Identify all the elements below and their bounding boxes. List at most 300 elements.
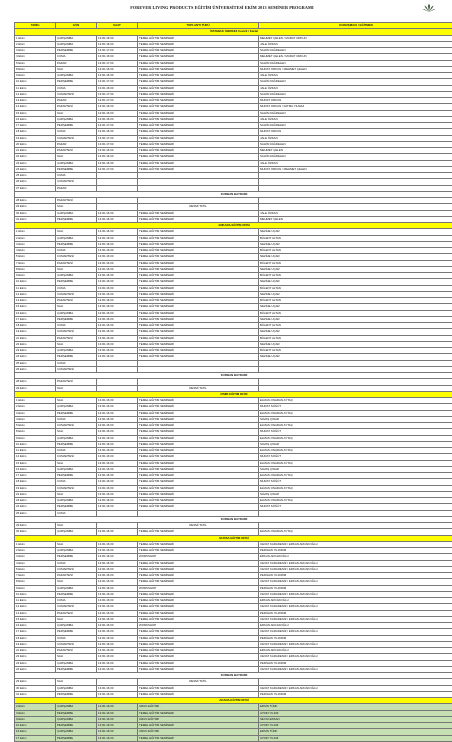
cell-speaker: BÜLENT ALTAN	[259, 348, 452, 354]
cell-type: TEMEL EĞİTİM SEMİNERİ	[138, 598, 259, 604]
cell-type: TEMEL EĞİTİM SEMİNERİ	[138, 98, 259, 104]
cell-time: 13:00-16:00	[97, 241, 138, 247]
cell-speaker: ELMAS ONARAN AYTAÇ	[259, 448, 452, 454]
cell-type: TEMEL EĞİTİM SEMİNERİ	[138, 435, 259, 441]
cell-day: PAZARTESİ	[56, 298, 97, 304]
cell-day: ÇARŞAMBA	[56, 210, 97, 216]
cell-type: TEMEL EĞİTİM SEMİNERİ	[138, 60, 259, 66]
cell-type: TEMEL EĞİTİM SEMİNERİ	[138, 710, 259, 716]
cell-date: 17 Ekim	[15, 473, 56, 479]
cell-time: 13:00-16:00	[97, 541, 138, 547]
cell-date: 8 Ekim	[15, 66, 56, 72]
cell-day: PERŞEMBE	[56, 79, 97, 85]
cell-time: 13:00-16:00	[97, 85, 138, 91]
cell-date: 4 Ekim	[15, 54, 56, 60]
cell-day: SALI	[56, 229, 97, 235]
cell-day: ÇARŞAMBA	[56, 729, 97, 735]
cell-speaker: PERİHAN YILDIRIM	[259, 660, 452, 666]
cell-day: SALI	[56, 66, 97, 72]
cell-time: 13:00-16:00	[97, 491, 138, 497]
cell-speaker: SAHİN DAĞDELEN	[259, 91, 452, 97]
cell-type: TEMEL EĞİTİM SEMİNERİ	[138, 735, 259, 741]
cell-speaker: MEHMET ÇELEN	[259, 148, 452, 154]
cell-speaker: BÜLENT ALTAN	[259, 298, 452, 304]
table-row	[15, 735, 452, 741]
cell-type: TEMEL EĞİTİM SEMİNERİ	[138, 316, 259, 322]
cell-date: 16 Ekim	[15, 116, 56, 122]
cell-type: TEMEL EĞİTİM SEMİNERİ	[138, 235, 259, 241]
cell-type: TEMEL EĞİTİM SEMİNERİ	[138, 429, 259, 435]
cell-time: 13:00-16:00	[97, 160, 138, 166]
cell-type: TEMEL EĞİTİM SEMİNERİ	[138, 398, 259, 404]
cell-day: PAZARTESİ	[56, 148, 97, 154]
cell-type: TEMEL EĞİTİM SEMİNERİ	[138, 329, 259, 335]
cell-date: 1 Ekim	[15, 541, 56, 547]
cell-speaker: CEVAT KARADENİZ / ERKAN ARCAKOĞLU	[259, 541, 452, 547]
cell-day: ÇARŞAMBA	[56, 548, 97, 554]
cell-time: 13:00-16:00	[97, 573, 138, 579]
cell-type: TEMEL EĞİTİM SEMİNERİ	[138, 229, 259, 235]
cell-date: 11 Ekim	[15, 85, 56, 91]
cell-time: 13:00-16:00	[97, 279, 138, 285]
cell-speaker: ERKAN ARCAKOĞLU	[259, 648, 452, 654]
cell-day: PAZARTESİ	[56, 379, 97, 385]
cell-speaker: CEVAT KARADENİZ / ERKAN ARCAKOĞLU	[259, 560, 452, 566]
cell-speaker: ERKAN ARCAKOĞLU	[259, 554, 452, 560]
cell-type: TEMEL EĞİTİM SEMİNERİ	[138, 154, 259, 160]
cell-date: 25 Ekim	[15, 173, 56, 179]
cell-date: 16 Ekim	[15, 623, 56, 629]
cell-date: 22 Ekim	[15, 341, 56, 347]
cell-day: SALI	[56, 110, 97, 116]
section-title: ADANA EĞİTİM OFİSİ	[15, 698, 452, 704]
cell-type: TEMEL EĞİTİM SEMİNERİ	[138, 291, 259, 297]
cell-date: 18 Ekim	[15, 323, 56, 329]
cell-date: 10 Ekim	[15, 79, 56, 85]
cell-type: TEMEL EĞİTİM SEMİNERİ	[138, 241, 259, 247]
cell-speaker: MEHMET ÇELEN	[259, 216, 452, 222]
cell-type: TEMEL EĞİTİM SEMİNERİ	[138, 248, 259, 254]
cell-day: CUMA	[56, 448, 97, 454]
cell-time: 13:00-16:00	[97, 591, 138, 597]
cell-type: TEMEL EĞİTİM SEMİNERİ	[138, 660, 259, 666]
cell-date: 4 Ekim	[15, 560, 56, 566]
cell-type: TEMEL EĞİTİM SEMİNERİ	[138, 348, 259, 354]
cell-day: CUMA	[56, 54, 97, 60]
cell-date: 29 Ekim	[15, 385, 56, 391]
cell-date: 22 Ekim	[15, 491, 56, 497]
cell-type: TEMEL EĞİTİM SEMİNERİ	[138, 341, 259, 347]
cell-date: 19 Ekim	[15, 641, 56, 647]
cell-day: PAZAR	[56, 60, 97, 66]
cell-time: 13:00-16:00	[97, 585, 138, 591]
cell-date: 15 Ekim	[15, 616, 56, 622]
cell-day: ÇARŞAMBA	[56, 160, 97, 166]
cell-type: TEMEL EĞİTİM SEMİNERİ	[138, 448, 259, 454]
cell-date: 24 Ekim	[15, 354, 56, 360]
cell-time: 13:00-16:00	[97, 216, 138, 222]
cell-time: 13:00-16:00	[97, 635, 138, 641]
cell-speaker: NEZİHE UÇAR	[259, 341, 452, 347]
cell-date: 26 Ekim	[15, 179, 56, 185]
cell-time: 13:00-16:00	[97, 485, 138, 491]
cell-type: TEMEL EĞİTİM SEMİNERİ	[138, 573, 259, 579]
cell-day: ÇARŞAMBA	[56, 466, 97, 472]
cell-time: 13:00-16:00	[97, 498, 138, 504]
cell-time: 13:00-16:00	[97, 479, 138, 485]
cell-speaker: AYDIN YILDIZ	[259, 723, 452, 729]
cell-time: 13:00-16:00	[97, 560, 138, 566]
cell-time: 13:00-16:00	[97, 266, 138, 272]
cell-day: CUMARTESİ	[56, 291, 97, 297]
cell-date: 18 Ekim	[15, 129, 56, 135]
cell-day: CUMA	[56, 285, 97, 291]
cell-type: TEMEL EĞİTİM SEMİNERİ	[138, 441, 259, 447]
cell-date: 7 Ekim	[15, 573, 56, 579]
cell-speaker: ELMAS ONARAN AYTAÇ	[259, 460, 452, 466]
cell-speaker: ELMAS ONARAN AYTAÇ	[259, 423, 452, 429]
cell-speaker: MURAT ORKUN / FATMA YILMAZ	[259, 104, 452, 110]
cell-speaker: ELMAS ONARAN AYTAÇ	[259, 529, 452, 535]
cell-speaker: BÜLENT ALTAN	[259, 260, 452, 266]
cell-type: URUN EĞİTİMİ	[138, 704, 259, 710]
cell-date: 3 Ekim	[15, 554, 56, 560]
cell-type: TEMEL EĞİTİM SEMİNERİ	[138, 141, 259, 147]
cell-day: CUMARTESİ	[56, 604, 97, 610]
cell-day: PAZAR	[56, 185, 97, 191]
cell-type: TEMEL EĞİTİM SEMİNERİ	[138, 254, 259, 260]
cell-day: SALI	[56, 616, 97, 622]
cell-date: 21 Ekim	[15, 648, 56, 654]
cell-time: 13:00-16:00	[97, 566, 138, 572]
cell-day: CUMA	[56, 323, 97, 329]
cell-date: 1 Ekim	[15, 35, 56, 41]
cell-day: CUMARTESİ	[56, 254, 97, 260]
cell-day: ÇARŞAMBA	[56, 435, 97, 441]
section-title: ANKARA EĞİTİM OFİSİ	[15, 223, 452, 229]
cell-time: 13:00-16:00	[97, 229, 138, 235]
cell-time: 13:00-16:00	[97, 460, 138, 466]
cell-date: 19 Ekim	[15, 329, 56, 335]
cell-speaker: NEZİHE UÇAR	[259, 354, 452, 360]
cell-day: ÇARŞAMBA	[56, 310, 97, 316]
cell-time: 13:00-16:00	[97, 504, 138, 510]
cell-date: 26 Ekim	[15, 366, 56, 372]
cell-date: 17 Ekim	[15, 735, 56, 741]
cell-speaker: CEVAT KARADENİZ / ERKAN ARCAKOĞLU	[259, 604, 452, 610]
cell-time: 13:00-16:00	[97, 473, 138, 479]
cell-date: 23 Ekim	[15, 498, 56, 504]
cell-speaker: JALE ÖZKAN	[259, 41, 452, 47]
cell-speaker: ERKAN ARCAKOĞLU	[259, 623, 452, 629]
holiday-label: KURBAN BAYRAMI	[15, 673, 452, 679]
cell-speaker: SAHİN DAĞDELEN	[259, 154, 452, 160]
cell-type: WORKSHOP	[138, 554, 259, 560]
cell-time: 13:00-16:00	[97, 648, 138, 654]
col-header-day: GÜN	[56, 23, 97, 29]
cell-time: 13:00-16:00	[97, 729, 138, 735]
cell-time: 13:00-16:00	[97, 598, 138, 604]
cell-date: 5 Ekim	[15, 423, 56, 429]
cell-day: ÇARŞAMBA	[56, 73, 97, 79]
cell-speaker: SAHİN DAĞDELEN	[259, 123, 452, 129]
cell-type: TEMEL EĞİTİM SEMİNERİ	[138, 416, 259, 422]
cell-type: RESMİ TATİL	[138, 523, 259, 529]
col-header-type: TOPLANTI TÜRÜ	[138, 23, 259, 29]
cell-time: 13:00-16:00	[97, 35, 138, 41]
cell-date: 23 Ekim	[15, 348, 56, 354]
schedule-body	[15, 23, 452, 742]
cell-type: TEMEL EĞİTİM SEMİNERİ	[138, 260, 259, 266]
cell-time: 13:00-16:00	[97, 260, 138, 266]
cell-speaker: SAVAŞ ÇINAR	[259, 491, 452, 497]
cell-date: 28 Ekim	[15, 198, 56, 204]
cell-time: 13:00-16:00	[97, 654, 138, 660]
cell-time: 13:00-16:00	[97, 254, 138, 260]
cell-speaker: BÜLENT ALTAN	[259, 248, 452, 254]
cell-day: ÇARŞAMBA	[56, 498, 97, 504]
cell-speaker: JALE ÖZKAN	[259, 210, 452, 216]
cell-day: CUMARTESİ	[56, 641, 97, 647]
cell-time: 13:00-17:00	[97, 79, 138, 85]
cell-speaker: ELMAS ONARAN AYTAÇ	[259, 485, 452, 491]
cell-time: 13:00-16:00	[97, 73, 138, 79]
cell-date: 2 Ekim	[15, 235, 56, 241]
cell-speaker: MURAT ORKUN	[259, 98, 452, 104]
cell-type: TEMEL EĞİTİM SEMİNERİ	[138, 48, 259, 54]
cell-day: CUMARTESİ	[56, 329, 97, 335]
cell-date: 15 Ekim	[15, 460, 56, 466]
holiday-label: KURBAN BAYRAMI	[15, 516, 452, 522]
cell-type: TEMEL EĞİTİM SEMİNERİ	[138, 479, 259, 485]
cell-date: 19 Ekim	[15, 135, 56, 141]
cell-day: CUMARTESİ	[56, 566, 97, 572]
cell-day: CUMARTESİ	[56, 423, 97, 429]
cell-time: 13:00-16:00	[97, 529, 138, 535]
cell-type: TEMEL EĞİTİM SEMİNERİ	[138, 504, 259, 510]
cell-type: TEMEL EĞİTİM SEMİNERİ	[138, 304, 259, 310]
cell-type: TEMEL EĞİTİM SEMİNERİ	[138, 273, 259, 279]
cell-day: CUMARTESİ	[56, 485, 97, 491]
cell-speaker: NEZİHE UÇAR	[259, 229, 452, 235]
cell-type: TEMEL EĞİTİM SEMİNERİ	[138, 285, 259, 291]
cell-time: 13:00-17:00	[97, 166, 138, 172]
cell-time: 13:00-16:00	[97, 623, 138, 629]
cell-day: SALI	[56, 398, 97, 404]
cell-day: SALI	[56, 541, 97, 547]
cell-day: PAZARTESİ	[56, 260, 97, 266]
cell-day: PERŞEMBE	[56, 473, 97, 479]
cell-date: 21 Ekim	[15, 335, 56, 341]
cell-speaker: NEZİHE UÇAR	[259, 266, 452, 272]
cell-speaker: MEHMET ÇELEN / MURAT ORKUN	[259, 54, 452, 60]
cell-time: 13:00-16:00	[97, 66, 138, 72]
cell-time: 13:00-16:00	[97, 416, 138, 422]
cell-speaker: PERİHAN YILDIRIM	[259, 610, 452, 616]
cell-date: 29 Ekim	[15, 523, 56, 529]
cell-time: 13:00-16:00	[97, 716, 138, 722]
cell-time: 13:00-16:00	[97, 423, 138, 429]
cell-date: 29 Ekim	[15, 204, 56, 210]
cell-type: TEMEL EĞİTİM SEMİNERİ	[138, 473, 259, 479]
cell-time: 13:00-16:00	[97, 310, 138, 316]
section-title: BURSA EĞİTİM OFİSİ	[15, 535, 452, 541]
cell-date: 4 Ekim	[15, 416, 56, 422]
col-header-date: TARİH	[15, 23, 56, 29]
cell-type: TEMEL EĞİTİM SEMİNERİ	[138, 466, 259, 472]
cell-date: 17 Ekim	[15, 123, 56, 129]
cell-time: 13:00-16:00	[97, 616, 138, 622]
cell-type: TEMEL EĞİTİM SEMİNERİ	[138, 654, 259, 660]
cell-time: 13:00-16:00	[97, 660, 138, 666]
cell-type: TEMEL EĞİTİM SEMİNERİ	[138, 591, 259, 597]
cell-day: CUMA	[56, 85, 97, 91]
cell-date: 8 Ekim	[15, 429, 56, 435]
cell-day: CUMARTESİ	[56, 91, 97, 97]
cell-date: 17 Ekim	[15, 629, 56, 635]
cell-type: TEMEL EĞİTİM SEMİNERİ	[138, 423, 259, 429]
cell-type: WORKSHOP	[138, 623, 259, 629]
cell-type: TEMEL EĞİTİM SEMİNERİ	[138, 323, 259, 329]
cell-time: 13:00-16:00	[97, 248, 138, 254]
cell-day: PERŞEMBE	[56, 629, 97, 635]
cell-type: TEMEL EĞİTİM SEMİNERİ	[138, 548, 259, 554]
cell-date: 9 Ekim	[15, 585, 56, 591]
cell-type: TEMEL EĞİTİM SEMİNERİ	[138, 148, 259, 154]
cell-speaker: MURAT ORKUN / MEHMET ÇELEN	[259, 166, 452, 172]
cell-type: TEMEL EĞİTİM SEMİNERİ	[138, 485, 259, 491]
cell-time: 13:00-16:00	[97, 304, 138, 310]
cell-speaker: PERİHAN YILDIRIM	[259, 585, 452, 591]
cell-speaker: NEZİHE UÇAR	[259, 329, 452, 335]
cell-speaker: SAHİN DAĞDELEN	[259, 48, 452, 54]
cell-speaker: SAHİN DAĞDELEN	[259, 110, 452, 116]
cell-speaker: MURAT SÖĞÜT	[259, 479, 452, 485]
cell-day: ÇARŞAMBA	[56, 585, 97, 591]
cell-day: CUMARTESİ	[56, 366, 97, 372]
cell-time: 13:00-16:00	[97, 448, 138, 454]
cell-date: 11 Ekim	[15, 598, 56, 604]
cell-type: TEMEL EĞİTİM SEMİNERİ	[138, 104, 259, 110]
cell-date: 22 Ekim	[15, 654, 56, 660]
cell-day: CUMA	[56, 129, 97, 135]
cell-time: 13:00-17:00	[97, 60, 138, 66]
cell-day: SALI	[56, 304, 97, 310]
cell-time: 13:00-16:00	[97, 116, 138, 122]
cell-day: PAZARTESİ	[56, 104, 97, 110]
cell-speaker: BÜLENT ALTAN	[259, 310, 452, 316]
cell-day: ÇARŞAMBA	[56, 273, 97, 279]
cell-date: 12 Ekim	[15, 604, 56, 610]
cell-time: 13:00-16:00	[97, 466, 138, 472]
cell-speaker: MEHMET ÇELEN / MURAT ORKUN	[259, 35, 452, 41]
cell-speaker: NEZİHE UÇAR	[259, 241, 452, 247]
cell-type: TEMEL EĞİTİM SEMİNERİ	[138, 566, 259, 572]
cell-date: 23 Ekim	[15, 660, 56, 666]
cell-date: 3 Ekim	[15, 410, 56, 416]
cell-time: 13:00-16:00	[97, 548, 138, 554]
cell-day: ÇARŞAMBA	[56, 660, 97, 666]
cell-day: PERŞEMBE	[56, 48, 97, 54]
cell-speaker: CEVAT KARADENİZ / ERKAN ARCAKOĞLU	[259, 579, 452, 585]
cell-date: 20 Ekim	[15, 141, 56, 147]
cell-time: 13:00-16:00	[97, 441, 138, 447]
cell-speaker: PERİHAN YILDIRIM	[259, 691, 452, 697]
cell-type: RESMİ TATİL	[138, 679, 259, 685]
cell-speaker: ELMAS ONARAN AYTAÇ	[259, 435, 452, 441]
cell-type: TEMEL EĞİTİM SEMİNERİ	[138, 610, 259, 616]
cell-date: 3 Ekim	[15, 710, 56, 716]
cell-day: PERŞEMBE	[56, 279, 97, 285]
cell-time: 13:00-16:00	[97, 54, 138, 60]
cell-day: SALI	[56, 654, 97, 660]
cell-day: CUMARTESİ	[56, 454, 97, 460]
cell-day: PERŞEMBE	[56, 166, 97, 172]
cell-day: CUMA	[56, 248, 97, 254]
cell-time: 13:00-16:00	[97, 735, 138, 741]
cell-type: TEMEL EĞİTİM SEMİNERİ	[138, 454, 259, 460]
cell-time: 13:00-16:00	[97, 298, 138, 304]
cell-day: SALI	[56, 266, 97, 272]
cell-type: TEMEL EĞİTİM SEMİNERİ	[138, 210, 259, 216]
cell-speaker: CEVAT KARADENİZ / ERKAN ARCAKOĞLU	[259, 685, 452, 691]
cell-day: ÇARŞAMBA	[56, 35, 97, 41]
cell-time: 13:00-16:00	[97, 610, 138, 616]
cell-day: CUMARTESİ	[56, 135, 97, 141]
cell-speaker: NEZİHE UÇAR	[259, 291, 452, 297]
cell-speaker: SAHİN DAĞDELEN	[259, 141, 452, 147]
cell-type: TEMEL EĞİTİM SEMİNERİ	[138, 404, 259, 410]
cell-day: ÇARŞAMBA	[56, 716, 97, 722]
cell-time: 13:00-16:00	[97, 348, 138, 354]
cell-date: 28 Ekim	[15, 379, 56, 385]
cell-day: PAZARTESİ	[56, 335, 97, 341]
cell-date: 9 Ekim	[15, 716, 56, 722]
cell-type: TEMEL EĞİTİM SEMİNERİ	[138, 73, 259, 79]
section-title: İSTANBUL MERKEZ Cevizli / Kartal	[15, 29, 452, 35]
cell-type: TEMEL EĞİTİM SEMİNERİ	[138, 110, 259, 116]
cell-day: ÇARŞAMBA	[56, 235, 97, 241]
cell-date: 18 Ekim	[15, 479, 56, 485]
cell-type: TEMEL EĞİTİM SEMİNERİ	[138, 691, 259, 697]
cell-type: TEMEL EĞİTİM SEMİNERİ	[138, 310, 259, 316]
aloe-logo-icon	[422, 3, 436, 13]
cell-speaker: CEVAT KARADENİZ / ERKAN ARCAKOĞLU	[259, 666, 452, 672]
cell-date: 19 Ekim	[15, 485, 56, 491]
cell-time: 13:00-16:00	[97, 341, 138, 347]
cell-date: 12 Ekim	[15, 454, 56, 460]
cell-time: 13:00-17:00	[97, 141, 138, 147]
cell-speaker: BÜLENT ALTAN	[259, 285, 452, 291]
cell-type: TEMEL EĞİTİM SEMİNERİ	[138, 279, 259, 285]
cell-time: 13:00-16:00	[97, 329, 138, 335]
cell-day: PAZARTESİ	[56, 610, 97, 616]
cell-date: 1 Ekim	[15, 229, 56, 235]
cell-speaker: MURAT ORKUN / MEHMET ÇELEN	[259, 66, 452, 72]
cell-speaker: PERİHAN YILDIRIM	[259, 548, 452, 554]
cell-speaker: AYDIN YILDIZ	[259, 735, 452, 741]
cell-speaker: CEVAT KARADENİZ / ERKAN ARCAKOĞLU	[259, 591, 452, 597]
cell-time: 13:00-16:00	[97, 691, 138, 697]
cell-type: TEMEL EĞİTİM SEMİNERİ	[138, 560, 259, 566]
cell-speaker: AYDIN YILDIZ	[259, 710, 452, 716]
cell-date: 12 Ekim	[15, 91, 56, 97]
cell-time: 13:00-16:00	[97, 629, 138, 635]
cell-day: CUMA	[56, 635, 97, 641]
cell-day: CUMA	[56, 416, 97, 422]
cell-type: URUN EĞİTİMİ	[138, 729, 259, 735]
cell-speaker: BÜLENT ALTAN	[259, 335, 452, 341]
